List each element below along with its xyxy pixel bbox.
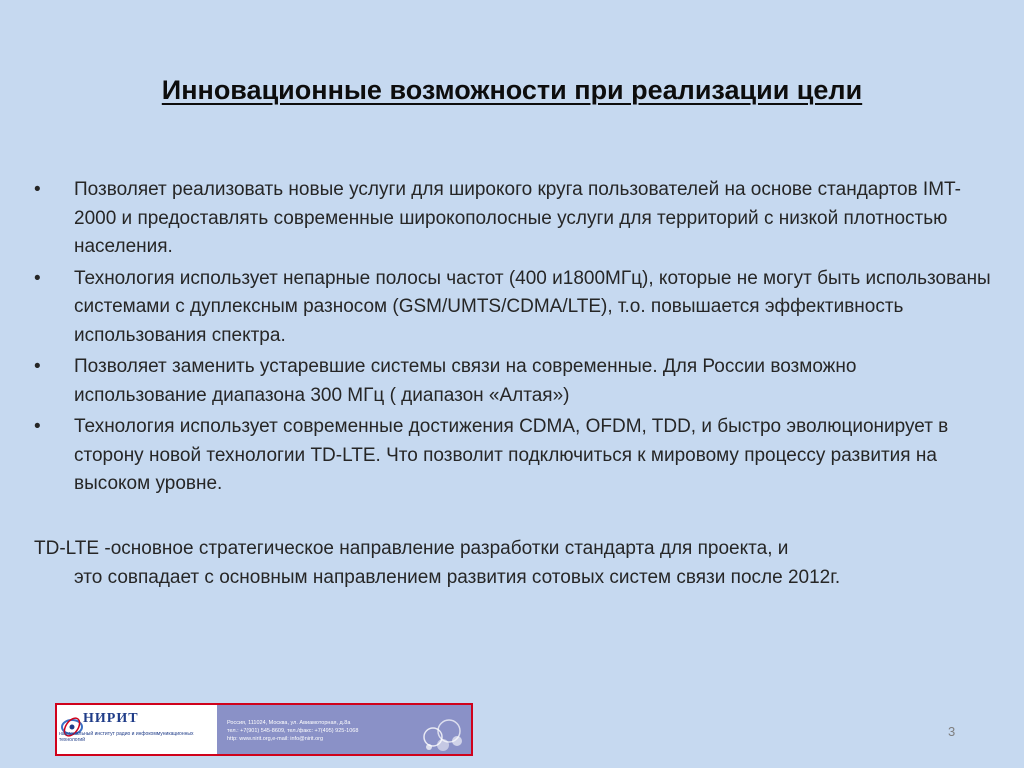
bullet-text: Технология использует современные достижения CDMA, OFDM, TDD, и быстро эволюционирует в сторону новой технологии TD-LTE. Что позволит подключиться к мировому процессу развития на высоком уровне. bbox=[74, 416, 949, 494]
summary-continuation: это совпадает с основным направлением развития сотовых систем связи после 2012г. bbox=[74, 567, 841, 588]
bullet-item bbox=[0, 265, 1024, 351]
footer-web: http: www.nirit.org,e-mail: info@nirit.org bbox=[227, 736, 324, 742]
slide-title bbox=[0, 72, 1024, 108]
bullet-item bbox=[0, 176, 1024, 262]
footer-contact-info bbox=[227, 719, 427, 743]
logo-name: НИРИТ bbox=[83, 711, 139, 726]
footer-address: Россия, 111024, Москва, ул. Авиамоторная, д.8а bbox=[227, 720, 351, 726]
bullet-item bbox=[0, 413, 1024, 499]
bullet-item bbox=[0, 353, 1024, 410]
bullet-icon: • bbox=[34, 416, 41, 437]
organization-logo bbox=[57, 705, 217, 754]
footer-banner bbox=[55, 703, 473, 756]
bullet-icon: • bbox=[34, 356, 41, 377]
bullet-text: Позволяет заменить устаревшие системы связи на современные. Для России возможно использование диапазона 300 МГц ( диапазон «Алтая») bbox=[74, 356, 857, 406]
bullet-icon: • bbox=[34, 179, 41, 200]
bullet-text: Позволяет реализовать новые услуги для широкого круга пользователей на основе стандартов IMT-2000 и предоставлять современные широкополосные услуги для территорий с низкой плотностью населения. bbox=[74, 179, 961, 257]
bullet-icon: • bbox=[34, 267, 41, 289]
footer-phones: тел.: +7(901) 545-8609, тел./факс: +7(495) 925-1068 bbox=[227, 728, 359, 734]
slide-title-text: Инновационные возможности при реализации цели bbox=[161, 75, 863, 105]
bullet-text: Технология использует непарные полосы частот (400 и1800МГц), которые не могут быть использованы системами с дуплексным разносом (GSM/UMTS/CDMA/LTE), т.о. повышается эффективность использования спектра. bbox=[74, 267, 991, 346]
network-graphic-icon bbox=[417, 711, 471, 755]
summary-first-line: TD-LTE -основное стратегическое направление разработки стандарта для проекта, и bbox=[34, 538, 789, 559]
bullet-list bbox=[0, 176, 1024, 502]
page-number: 3 bbox=[948, 724, 956, 739]
logo-tagline: национальный институт радио и инфокоммуникационных технологий bbox=[59, 731, 194, 743]
summary-paragraph bbox=[34, 534, 964, 592]
